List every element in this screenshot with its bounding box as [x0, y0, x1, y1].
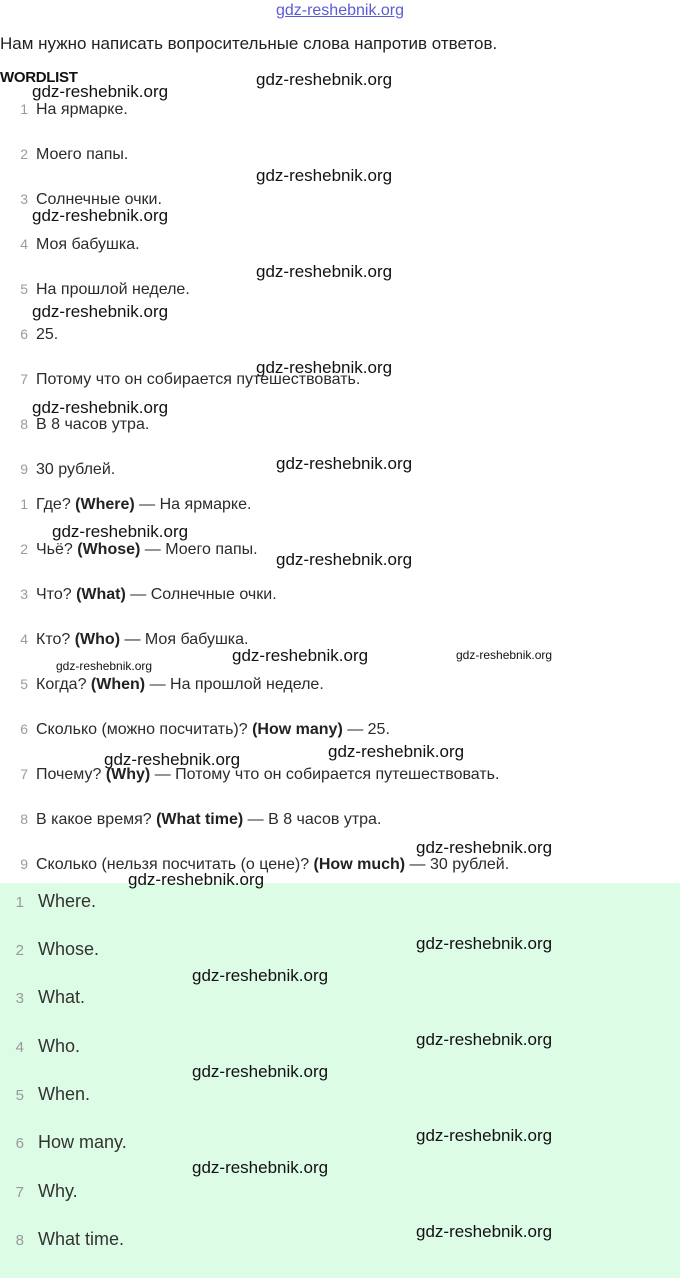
solution-row: 1 Где? (Where) — На ярмарке.: [20, 496, 252, 513]
solution-row: 7 Почему? (Why) — Потому что он собирается путешествовать.: [20, 766, 500, 783]
watermark: gdz-reshebnik.org: [32, 82, 169, 101]
solution-row: 6 Сколько (можно посчитать)? (How many) — 25.: [20, 721, 390, 738]
watermark: gdz-reshebnik.org: [276, 454, 413, 473]
final-answer: 1 Where.: [15, 891, 97, 911]
watermark: gdz-reshebnik.org: [192, 966, 329, 985]
watermark: gdz-reshebnik.org: [32, 398, 169, 417]
watermark: gdz-reshebnik.org: [276, 550, 413, 569]
solution-row: 5 Когда? (When) — На прошлой неделе.: [20, 676, 324, 693]
watermark: gdz-reshebnik.org: [256, 262, 393, 281]
list-item: 3 Солнечные очки.: [20, 191, 162, 208]
wordlist-heading: WORDLIST: [0, 69, 78, 86]
watermark: gdz-reshebnik.org: [456, 648, 553, 662]
solution-row: 3 Что? (What) — Солнечные очки.: [20, 586, 277, 603]
watermark: gdz-reshebnik.org: [192, 1062, 329, 1081]
watermark: gdz-reshebnik.org: [256, 166, 393, 185]
watermark: gdz-reshebnik.org: [52, 522, 189, 541]
final-answer: 4 Who.: [15, 1036, 81, 1056]
watermark: gdz-reshebnik.org: [416, 1030, 553, 1049]
final-answer: 8 What time.: [15, 1229, 125, 1249]
watermark: gdz-reshebnik.org: [256, 70, 393, 89]
final-answer: 2 Whose.: [15, 939, 100, 959]
list-item: 7 Потому что он собирается путешествовать.: [20, 371, 361, 388]
watermark: gdz-reshebnik.org: [416, 838, 553, 857]
solution-row: 4 Кто? (Who) — Моя бабушка.: [20, 631, 249, 648]
watermark: gdz-reshebnik.org: [416, 934, 553, 953]
final-answer: 5 When.: [15, 1084, 91, 1104]
watermark: gdz-reshebnik.org: [32, 206, 169, 225]
list-item: 2 Моего папы.: [20, 146, 129, 163]
watermark: gdz-reshebnik.org: [32, 302, 169, 321]
list-item: 1 На ярмарке.: [20, 101, 128, 118]
watermark: gdz-reshebnik.org: [104, 750, 241, 769]
list-item: 6 25.: [20, 326, 59, 343]
final-answer: 3 What.: [15, 987, 86, 1007]
watermark: gdz-reshebnik.org: [416, 1222, 553, 1241]
watermark: gdz-reshebnik.org: [328, 742, 465, 761]
watermark: gdz-reshebnik.org: [416, 1126, 553, 1145]
list-item: 9 30 рублей.: [20, 461, 116, 478]
intro-text: Нам нужно написать вопросительные слова напротив ответов.: [0, 34, 498, 53]
watermark: gdz-reshebnik.org: [128, 870, 265, 889]
solution-row: 2 Чьё? (Whose) — Моего папы.: [20, 541, 258, 558]
watermark: gdz-reshebnik.org: [256, 358, 393, 377]
list-item: 4 Моя бабушка.: [20, 236, 140, 253]
watermark: gdz-reshebnik.org: [56, 659, 153, 673]
watermark: gdz-reshebnik.org: [192, 1158, 329, 1177]
site-link[interactable]: gdz-reshebnik.org: [275, 2, 405, 19]
final-answer: 6 How many.: [15, 1132, 127, 1152]
list-item: 5 На прошлой неделе.: [20, 281, 190, 298]
solution-row: 8 В какое время? (What time) — В 8 часов утра.: [20, 811, 382, 828]
list-item: 8 В 8 часов утра.: [20, 416, 150, 433]
answer-panel: [0, 883, 680, 1278]
final-answer: 7 Why.: [15, 1181, 78, 1201]
watermark: gdz-reshebnik.org: [232, 646, 369, 665]
solution-row: 9 Сколько (нельзя посчитать (о цене)? (How much) — 30 рублей.: [20, 856, 510, 873]
